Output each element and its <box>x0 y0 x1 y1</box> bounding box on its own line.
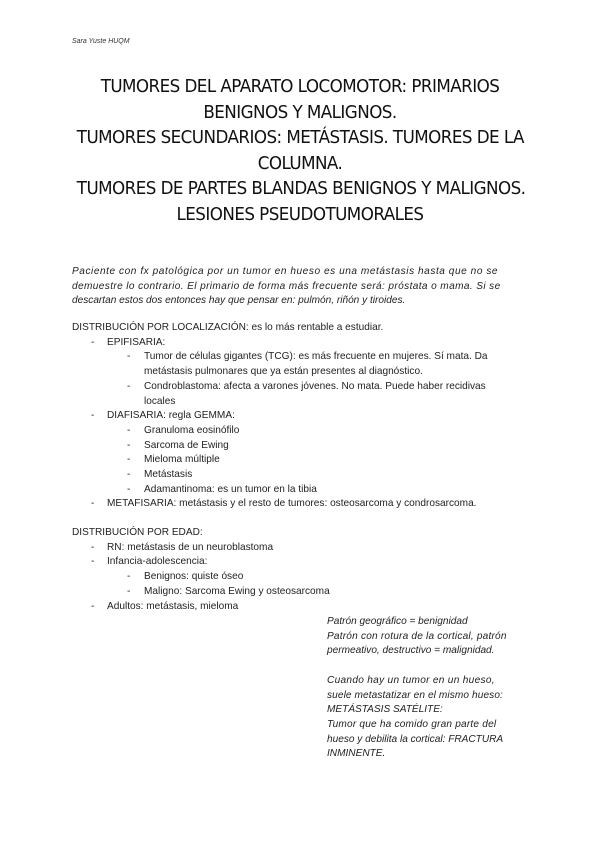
list-item <box>72 555 532 570</box>
localizacion-heading: DISTRIBUCIÓN POR LOCALIZACIÓN: es lo más rentable a estudiar. <box>72 322 384 333</box>
list-item <box>72 600 532 615</box>
list-item <box>72 541 532 556</box>
list-item <box>72 336 532 351</box>
epifisaria-label: EPIFISARIA: <box>107 336 166 348</box>
list-item <box>72 350 532 365</box>
infancia-text: Infancia-adolescencia: <box>107 556 208 568</box>
list-item <box>72 453 532 468</box>
list-item <box>72 409 532 424</box>
benignos-text: Benignos: quiste óseo <box>144 571 244 583</box>
intro-line: Paciente con fx patológica por un tumor en hueso es una metástasis hasta que no se <box>72 266 499 277</box>
gemma-item: Metástasis <box>144 469 193 481</box>
dash-bullet: - <box>91 600 95 612</box>
dash-bullet: - <box>91 498 95 510</box>
edad-section <box>72 526 532 614</box>
gemma-item: Adamantinoma: es un tumor en la tibia <box>144 483 317 495</box>
dash-bullet: - <box>91 556 95 568</box>
side-notes <box>327 615 531 762</box>
intro-line: demuestre lo contrario. El primario de forma más frecuente será: próstata o mama. Si se <box>72 280 501 292</box>
list-item <box>72 585 532 600</box>
dash-bullet: - <box>91 336 95 348</box>
tcg-text: Tumor de células gigantes (TCG): es más frecuente en mujeres. Sí mata. Da <box>144 351 488 363</box>
dash-bullet: - <box>91 541 95 553</box>
list-item <box>72 483 532 498</box>
intro-paragraph <box>72 265 527 309</box>
condroblastoma-text: Condroblastoma: afecta a varones jóvenes. No mata. Puede haber recidivas <box>144 380 486 392</box>
side-note-line: METÁSTASIS SATÉLITE: <box>327 704 443 716</box>
list-item <box>72 424 532 439</box>
maligno-text: Maligno: Sarcoma Ewing y osteosarcoma <box>144 585 330 597</box>
dash-bullet: - <box>127 439 131 451</box>
dash-bullet: - <box>127 571 131 583</box>
title-line: BENIGNOS Y MALIGNOS. <box>203 101 397 123</box>
list-item <box>72 570 532 585</box>
localizacion-section <box>72 321 532 512</box>
title-line: TUMORES DEL APARATO LOCOMOTOR: PRIMARIOS <box>100 76 500 97</box>
rn-text: RN: metástasis de un neuroblastoma <box>107 541 274 553</box>
author-header: Sara Yuste HUQM <box>72 38 130 45</box>
side-note-line: suele metastatizar en el mismo hueso: <box>327 689 503 701</box>
title-line: COLUMNA. <box>257 152 343 174</box>
side-note-line: Patrón geográfico = benignidad <box>327 616 468 627</box>
condroblastoma-text-continuation: locales <box>144 395 176 407</box>
adultos-text: Adultos: metástasis, mieloma <box>107 600 239 612</box>
side-note-line: Cuando hay un tumor en un hueso, <box>327 674 495 686</box>
gemma-item: Granuloma eosinófilo <box>144 424 240 436</box>
dash-bullet: - <box>127 454 131 466</box>
dash-bullet: - <box>127 483 131 495</box>
list-item <box>72 468 532 483</box>
title-line: LESIONES PSEUDOTUMORALES <box>176 203 424 225</box>
gemma-item: Sarcoma de Ewing <box>144 439 229 451</box>
list-item <box>72 497 532 512</box>
intro-line: descartan estos dos entonces hay que pensar en: pulmón, riñón y tiroides. <box>72 295 406 307</box>
dash-bullet: - <box>91 410 95 422</box>
title-line: TUMORES DE PARTES BLANDAS BENIGNOS Y MALIGNOS. <box>76 178 526 199</box>
tcg-text-continuation: metástasis pulmonares que ya están presentes al diagnóstico. <box>144 366 423 378</box>
gemma-item: Mieloma múltiple <box>144 454 220 466</box>
side-note-line: INMINENTE. <box>327 748 386 760</box>
edad-heading: DISTRIBUCIÓN POR EDAD: <box>72 527 203 538</box>
side-note-line: permeativo, destructivo = malignidad. <box>327 645 495 657</box>
dash-bullet: - <box>127 424 131 436</box>
page-title <box>76 74 526 227</box>
spacer <box>327 659 531 674</box>
side-note-line: Patrón con rotura de la cortical, patrón <box>327 630 507 642</box>
diafisaria-label: DIAFISARIA: regla GEMMA: <box>107 410 235 422</box>
side-note-line: Tumor que ha comido gran parte del <box>327 718 497 730</box>
metafisaria-text: METAFISARIA: metástasis y el resto de tumores: osteosarcoma y condrosarcoma. <box>107 498 477 510</box>
dash-bullet: - <box>127 469 131 481</box>
list-item <box>72 439 532 454</box>
title-line: TUMORES SECUNDARIOS: METÁSTASIS. TUMORES DE LA <box>76 127 524 148</box>
list-item <box>72 380 532 395</box>
side-note-line: hueso y debilita la cortical: FRACTURA <box>327 733 504 745</box>
dash-bullet: - <box>127 380 131 392</box>
dash-bullet: - <box>127 351 131 363</box>
dash-bullet: - <box>127 585 131 597</box>
